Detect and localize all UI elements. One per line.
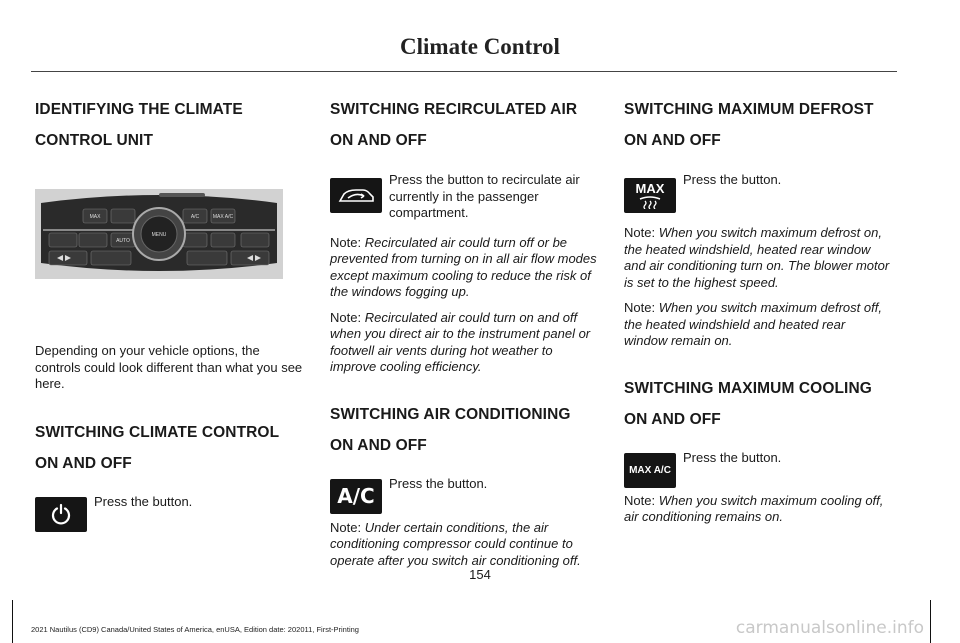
note-recirc-fogging — [330, 235, 598, 301]
max-cooling-instruction-text: Press the button. — [683, 449, 782, 465]
heading-line-1: SWITCHING RECIRCULATED AIR — [330, 101, 578, 118]
note-label: Note: — [330, 519, 362, 535]
note-max-defrost-off — [624, 300, 892, 350]
note-text: When you switch maximum defrost on, the heated windshield, heated rear window and air conditioning turn on. The blower motor is set to the highest speed. — [624, 225, 890, 290]
panel-label-ac: A/C — [190, 214, 200, 220]
climate-control-panel-image — [35, 189, 283, 279]
panel-label-max-ac: MAX A/C — [212, 214, 234, 220]
climate-panel-drawing — [35, 189, 283, 279]
column-1 — [35, 98, 303, 532]
max-defrost-instruction — [624, 172, 892, 213]
max-defrost-icon-label: MAX — [635, 181, 665, 196]
note-max-cooling-off — [624, 493, 892, 526]
note-recirc-cooling — [330, 310, 598, 376]
recirculate-car-icon — [330, 178, 382, 213]
heading-switch-climate-control — [35, 421, 303, 475]
heading-identify-climate-control — [35, 98, 303, 152]
heading-line-2: CONTROL UNIT — [35, 132, 154, 149]
page-header-title: Climate Control — [400, 34, 560, 59]
max-defrost-icon — [624, 178, 676, 213]
ac-icon-label: A/C — [337, 484, 375, 508]
ac-instruction — [330, 475, 598, 514]
panel-label-auto: AUTO — [116, 238, 130, 244]
note-text: When you switch maximum defrost off, the heated windshield and heated rear window remain on. — [624, 300, 882, 348]
note-text: When you switch maximum cooling off, air conditioning remains on. — [624, 492, 884, 524]
heading-switch-maximum-cooling — [624, 377, 892, 431]
heading-line-1: IDENTIFYING THE CLIMATE — [35, 101, 243, 118]
note-label: Note: — [330, 309, 362, 325]
panel-label-max: MAX — [89, 214, 101, 220]
crop-mark-left — [12, 600, 13, 643]
note-label: Note: — [624, 225, 656, 240]
max-ac-icon — [624, 453, 676, 488]
heading-line-2: ON AND OFF — [35, 454, 132, 472]
heading-line-1: SWITCHING MAXIMUM COOLING — [624, 379, 872, 397]
column-3 — [624, 98, 892, 526]
heading-line-2: ON AND OFF — [624, 132, 721, 149]
heading-line-2: ON AND OFF — [330, 132, 427, 149]
max-defrost-instruction-text: Press the button. — [683, 172, 782, 187]
note-text: Recirculated air could turn on and off when you direct air to the instrument panel or footwell air vents during hot weather to improve cooling efficiency. — [330, 309, 591, 374]
header-divider — [31, 71, 897, 72]
note-label: Note: — [624, 492, 656, 508]
recirculate-instruction-text: Press the button to recirculate air currently in the passenger compartment. — [389, 172, 580, 220]
ac-instruction-text: Press the button. — [389, 475, 488, 491]
note-label: Note: — [330, 234, 362, 250]
crop-mark-right — [930, 600, 931, 643]
watermark: carmanualsonline.info — [735, 618, 924, 638]
heading-line-1: SWITCHING MAXIMUM DEFROST — [624, 101, 874, 118]
power-instruction — [35, 493, 303, 532]
note-text: Recirculated air could turn off or be prevented from turning on in all air flow modes except maximum cooling to reduce the risk of the windows fogging up. — [330, 234, 597, 299]
power-button-icon — [35, 497, 87, 532]
heading-line-1: SWITCHING CLIMATE CONTROL — [35, 423, 280, 441]
power-instruction-text: Press the button. — [94, 493, 193, 509]
max-ac-icon-label: MAX A/C — [629, 464, 671, 476]
defrost-icon — [637, 195, 663, 209]
note-ac-compressor — [330, 520, 598, 570]
recirculate-instruction — [330, 172, 598, 222]
ac-button-icon — [330, 479, 382, 514]
heading-line-1: SWITCHING AIR CONDITIONING — [330, 405, 571, 423]
note-label: Note: — [624, 300, 656, 315]
heading-switch-air-conditioning — [330, 403, 598, 457]
heading-line-2: ON AND OFF — [624, 410, 721, 428]
panel-label-menu: MENU — [151, 232, 167, 238]
max-cooling-instruction — [624, 449, 892, 488]
heading-line-2: ON AND OFF — [330, 436, 427, 454]
heading-switch-maximum-defrost — [624, 98, 892, 152]
column-2 — [330, 98, 598, 569]
intro-paragraph: Depending on your vehicle options, the controls could look different than what you see here. — [35, 343, 303, 391]
note-max-defrost-on — [624, 225, 892, 291]
heading-switch-recirculated-air — [330, 98, 598, 152]
edition-line: 2021 Nautilus (CD9) Canada/United States of America, enUSA, Edition date: 202011, First-Printing — [31, 625, 359, 634]
note-text: Under certain conditions, the air conditioning compressor could continue to operate after you switch air conditioning off. — [330, 519, 581, 568]
page-number: 154 — [469, 567, 491, 582]
